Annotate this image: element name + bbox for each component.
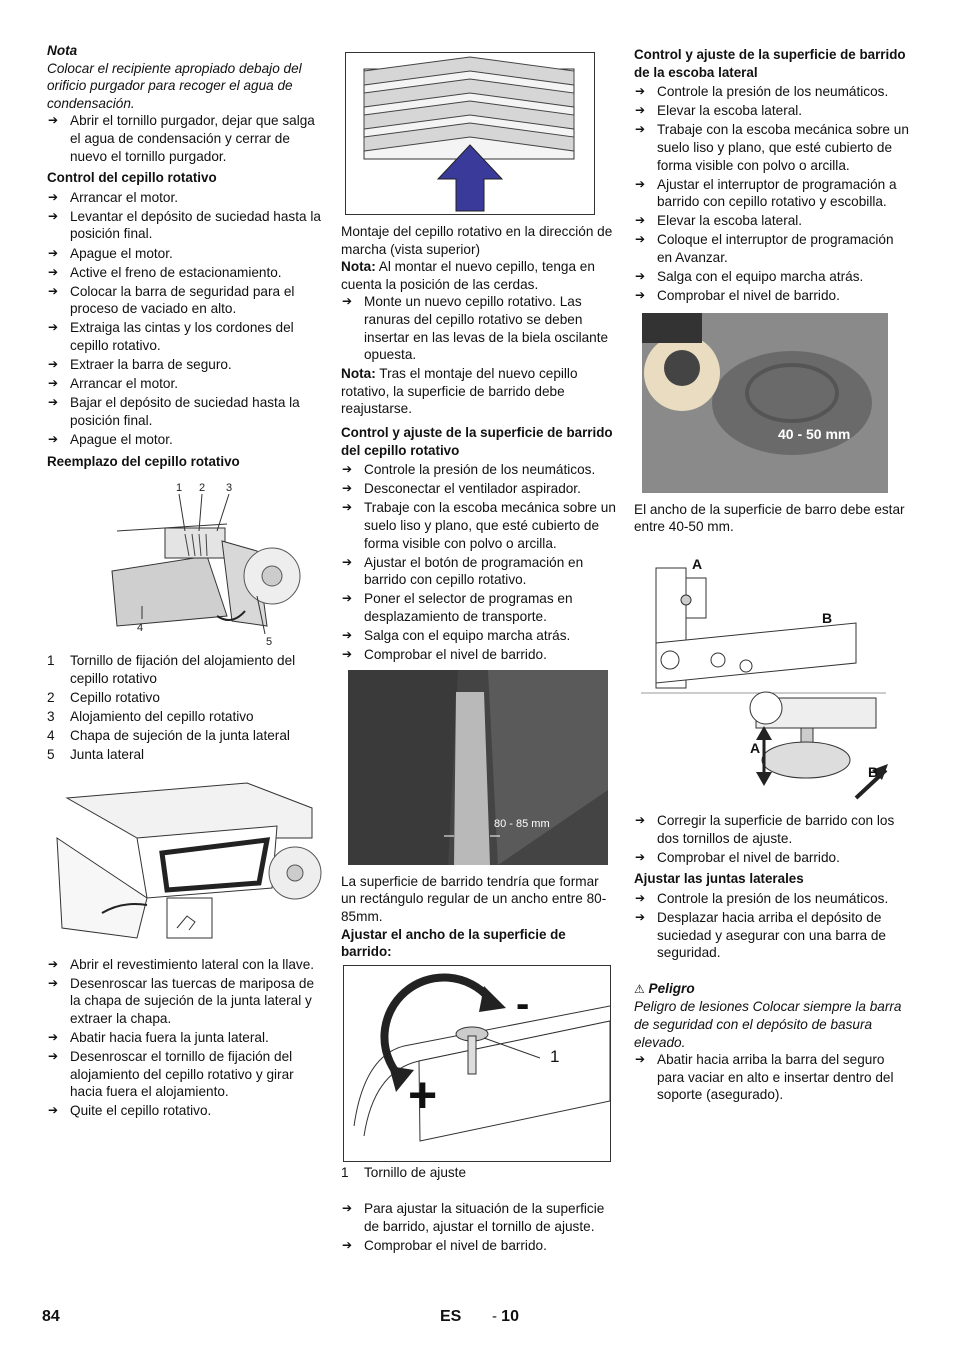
- photo-side-brush: [642, 313, 888, 493]
- callout-1: 1: [550, 1046, 560, 1066]
- step: ➔ Elevar la escoba lateral.: [634, 102, 909, 120]
- caption-ancho-barro: El ancho de la superficie de barro debe estar entre 40-50 mm.: [634, 501, 905, 535]
- legend-item: 4 Chapa de sujeción de la junta lateral: [47, 728, 290, 744]
- column-3: [634, 42, 909, 1105]
- page-footer: [0, 1308, 954, 1328]
- step: ➔ Desplazar hacia arriba el depósito de suciedad y asegurar con una barra de seguridad.: [634, 909, 909, 962]
- callout-2: 2: [199, 482, 206, 495]
- label-A-bottom: A: [750, 740, 761, 756]
- step: ➔ Quite el cepillo rotativo.: [47, 1102, 322, 1120]
- step: ➔ Bajar el depósito de suciedad hasta la posición final.: [47, 394, 322, 429]
- callout-5: 5: [266, 636, 273, 649]
- step: ➔ Comprobar el nivel de barrido.: [341, 646, 616, 664]
- language-code: ES: [440, 1308, 462, 1325]
- step: ➔ Comprobar el nivel de barrido.: [634, 849, 909, 867]
- step: ➔ Arrancar el motor.: [47, 189, 322, 207]
- photo-label-80-85: 80 - 85 mm: [494, 817, 550, 830]
- step: ➔ Levantar el depósito de suciedad hasta la posición final.: [47, 208, 322, 243]
- caption-montaje: Montaje del cepillo rotativo en la dirección de marcha (vista superior): [341, 224, 613, 257]
- legend-item: 1 Tornillo de fijación del alojamiento del cepillo rotativo: [47, 653, 296, 686]
- step: ➔ Desconectar el ventilador aspirador.: [341, 480, 616, 498]
- brush-housing-illustration: [47, 476, 322, 644]
- side-brush-photo: [642, 313, 888, 493]
- step: ➔ Comprobar el nivel de barrido.: [341, 1237, 616, 1255]
- nota-2: Nota: Tras el montaje del nuevo cepillo rotativo, la superficie de barrido debe reajustarse.: [341, 366, 578, 417]
- step: ➔ Extraiga las cintas y los cordones del cepillo rotativo.: [47, 319, 322, 354]
- peligro-heading: ⚠ Peligro: [634, 980, 695, 996]
- heading-ajustar-ancho: Ajustar el ancho de la superficie de barrido:: [341, 926, 566, 960]
- callout-4: 4: [137, 622, 144, 635]
- figure-side-cover: [47, 778, 322, 948]
- step: ➔ Colocar la barra de seguridad para el proceso de vaciado en alto.: [47, 283, 322, 318]
- step: ➔ Active el freno de estacionamiento.: [47, 264, 322, 282]
- step: ➔ Comprobar el nivel de barrido.: [634, 287, 909, 305]
- step: ➔ Coloque el interruptor de programación en Avanzar.: [634, 231, 909, 266]
- legend-item: 2 Cepillo rotativo: [47, 689, 160, 705]
- legend-item: 5 Junta lateral: [47, 747, 145, 763]
- step: ➔ Corregir la superficie de barrido con los dos tornillos de ajuste.: [634, 812, 909, 847]
- step: ➔ Monte un nuevo cepillo rotativo. Las ranuras del cepillo rotativo se deben insertar en las levas de la biela oscilante opuesta.: [341, 293, 616, 363]
- heading-ajuste-cepillo: Control y ajuste de la superficie de barrido del cepillo rotativo: [341, 425, 613, 458]
- side-brush-adjust-illustration: [636, 548, 888, 804]
- step: ➔ Apague el motor.: [47, 245, 322, 263]
- figure-side-brush-adjust: [636, 548, 888, 804]
- label-A-top: A: [692, 556, 703, 572]
- nota-text: Colocar el recipiente apropiado debajo del orificio purgador para recoger el agua de condensación.: [47, 60, 302, 111]
- column-1: [47, 42, 322, 1122]
- legend-item: 1 Tornillo de ajuste: [341, 1164, 467, 1180]
- figure-brush-housing: [47, 476, 322, 649]
- peligro-text: Peligro de lesiones Colocar siempre la barra de seguridad con el depósito de basura elevado.: [634, 999, 902, 1050]
- step: ➔ Apague el motor.: [47, 431, 322, 449]
- nota-1: Nota: Al montar el nuevo cepillo, tenga en cuenta la posición de las cerdas.: [341, 259, 595, 292]
- nota-title: Nota: [47, 43, 78, 58]
- step: ➔ Salga con el equipo marcha atrás.: [634, 268, 909, 286]
- step: ➔ Arrancar el motor.: [47, 375, 322, 393]
- adjust-screw-illustration: [344, 966, 610, 1161]
- plus-sign: +: [408, 1066, 438, 1123]
- step: ➔ Abatir hacia fuera la junta lateral.: [47, 1029, 322, 1047]
- figure-brush-direction: [345, 52, 595, 215]
- heading-reemplazo: Reemplazo del cepillo rotativo: [47, 453, 240, 469]
- heading-juntas-laterales: Ajustar las juntas laterales: [634, 871, 804, 887]
- step: ➔ Controle la presión de los neumáticos.: [634, 83, 909, 101]
- warning-icon: ⚠: [634, 981, 645, 996]
- step: ➔ Desenroscar las tuercas de mariposa de la chapa de sujeción de la junta lateral y extraer la chapa.: [47, 975, 322, 1028]
- step: ➔ Elevar la escoba lateral.: [634, 212, 909, 230]
- step: ➔ Ajustar el interruptor de programación a barrido con cepillo rotativo y escobilla.: [634, 176, 909, 211]
- sweep-pattern-photo: [348, 670, 608, 865]
- heading-control-cepillo: Control del cepillo rotativo: [47, 170, 217, 186]
- step: ➔ Poner el selector de programas en desplazamiento de transporte.: [341, 590, 616, 625]
- step: ➔ Desenroscar el tornillo de fijación del alojamiento del cepillo rotativo y girar hacia fuera el alojamiento.: [47, 1048, 322, 1101]
- side-cover-illustration: [47, 778, 322, 948]
- photo-label-40-50: 40 - 50 mm: [778, 425, 851, 442]
- step: ➔ Trabaje con la escoba mecánica sobre un suelo liso y plano, que esté cubierto de forma visible con polvo o arcilla.: [634, 121, 909, 174]
- step: ➔ Abrir el tornillo purgador, dejar que salga el agua de condensación y cerrar de nuevo el tornillo purgador.: [47, 112, 322, 165]
- label-B-top: B: [822, 610, 833, 626]
- figure-adjust-screw: [343, 965, 611, 1162]
- heading-escoba-lateral: Control y ajuste de la superficie de barrido de la escoba lateral: [634, 47, 906, 80]
- page-number: 84: [42, 1308, 60, 1325]
- step: ➔ Controle la presión de los neumáticos.: [634, 890, 909, 908]
- legend-item: 3 Alojamiento del cepillo rotativo: [47, 708, 254, 724]
- step: ➔ Controle la presión de los neumáticos.: [341, 461, 616, 479]
- caption-rectangulo: La superficie de barrido tendría que formar un rectángulo regular de un ancho entre 80-85mm.: [341, 873, 607, 924]
- step: ➔ Salga con el equipo marcha atrás.: [341, 627, 616, 645]
- callout-3: 3: [226, 482, 233, 495]
- callout-1: 1: [176, 482, 183, 495]
- minus-sign: -: [516, 981, 530, 1026]
- step: ➔ Trabaje con la escoba mecánica sobre un suelo liso y plano, que esté cubierto de forma visible con polvo o arcilla.: [341, 499, 616, 552]
- label-B-bottom: B: [868, 764, 879, 780]
- step: ➔ Abrir el revestimiento lateral con la llave.: [47, 956, 322, 974]
- step: ➔ Abatir hacia arriba la barra del seguro para vaciar en alto e insertar dentro del soporte (asegurado).: [634, 1051, 909, 1104]
- photo-sweep-pattern: [348, 670, 608, 865]
- step: ➔ Extraer la barra de seguro.: [47, 356, 322, 374]
- column-2: [341, 42, 616, 1256]
- brush-direction-illustration: [346, 53, 594, 214]
- step: ➔ Para ajustar la situación de la superficie de barrido, ajustar el tornillo de ajuste.: [341, 1200, 616, 1235]
- step: ➔ Ajustar el botón de programación en barrido con cepillo rotativo.: [341, 554, 616, 589]
- sub-page-number: - 10: [492, 1308, 519, 1325]
